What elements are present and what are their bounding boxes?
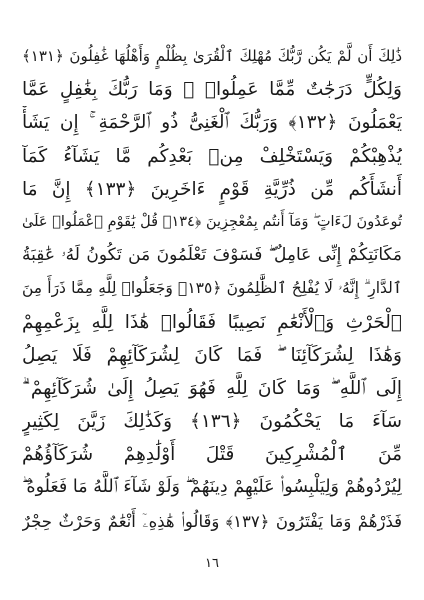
text-line: يَعْمَلُونَ ﴿١٣٢﴾ وَرَبُّكَ ٱلْغَنِىُّ ذُو ٱلرَّحْمَةِ ۚ إِن يَشَأْ bbox=[22, 112, 402, 134]
text-line: وَلِكُلٍّ دَرَجَٰتٌ مِّمَّا عَمِلُوا۟ ۚ وَمَا رَبُّكَ بِغَٰفِلٍ عَمَّا bbox=[22, 79, 402, 101]
text-line: مِّنَ ٱلْمُشْرِكِينَ قَتْلَ أَوْلَٰدِهِمْ شُرَكَآؤُهُمْ bbox=[22, 444, 402, 466]
text-line: وَهَٰذَا لِشُرَكَآئِنَا ۖ فَمَا كَانَ لِشُرَكَآئِهِمْ فَلَا يَصِلُ bbox=[22, 344, 402, 366]
text-line: إِلَى ٱللَّهِ ۖ وَمَا كَانَ لِلَّهِ فَهُوَ يَصِلُ إِلَىٰ شُرَكَآئِهِمْ ۗ bbox=[22, 377, 402, 399]
text-line: أَنشَأَكُم مِّن ذُرِّيَّةِ قَوْمٍ ءَاخَرِينَ ﴿١٣٣﴾ إِنَّ مَا bbox=[22, 178, 402, 200]
text-line: تُوعَدُونَ لَءَاتٍ ۖ وَمَآ أَنتُم بِمُعْجِزِينَ ﴿١٣٤﴾ قُلْ يَٰقَوْمِ ٱعْمَلُوا۟ عَلَىٰ bbox=[22, 213, 402, 230]
text-line: يُذْهِبْكُمْ وَيَسْتَخْلِفْ مِنۢ بَعْدِكُم مَّا يَشَآءُ كَمَآ bbox=[22, 145, 402, 167]
text-line: فَذَرْهُمْ وَمَا يَفْتَرُونَ ﴿١٣٧﴾ وَقَالُوا۟ هَٰذِهِۦٓ أَنْعَٰمٌ وَحَرْثٌ حِجْرٌ bbox=[22, 511, 402, 531]
text-line: لِيُرْدُوهُمْ وَلِيَلْبِسُوا۟ عَلَيْهِمْ دِينَهُمْ ۖ وَلَوْ شَآءَ ٱللَّهُ مَا فَعَلُوهُ ۖ bbox=[22, 477, 402, 498]
text-line: سَآءَ مَا يَحْكُمُونَ ﴿١٣٦﴾ وَكَذَٰلِكَ زَيَّنَ لِكَثِيرٍ bbox=[22, 411, 402, 433]
text-line: ذَٰلِكَ أَن لَّمْ يَكُن رَّبُّكَ مُهْلِكَ ٱلْقُرَىٰ بِظُلْمٍ وَأَهْلُهَا غَٰفِلُونَ ﴿١٣١﴾ bbox=[22, 47, 402, 65]
quran-text-block bbox=[22, 40, 402, 538]
text-line: ٱلدَّارِ ۗ إِنَّهُۥ لَا يُفْلِحُ ٱلظَّٰلِمُونَ ﴿١٣٥﴾ وَجَعَلُوا۟ لِلَّهِ مِمَّا ذَرَأَ مِنَ bbox=[22, 279, 402, 298]
page-number: ١٦ bbox=[205, 556, 219, 571]
text-line: مَكَانَتِكُمْ إِنِّى عَامِلٌ ۖ فَسَوْفَ تَعْلَمُونَ مَن تَكُونُ لَهُۥ عَٰقِبَةُ bbox=[22, 245, 402, 266]
text-line: ٱلْحَرْثِ وَٱلْأَنْعَٰمِ نَصِيبًا فَقَالُوا۟ هَٰذَا لِلَّهِ بِزَعْمِهِمْ bbox=[22, 311, 402, 333]
